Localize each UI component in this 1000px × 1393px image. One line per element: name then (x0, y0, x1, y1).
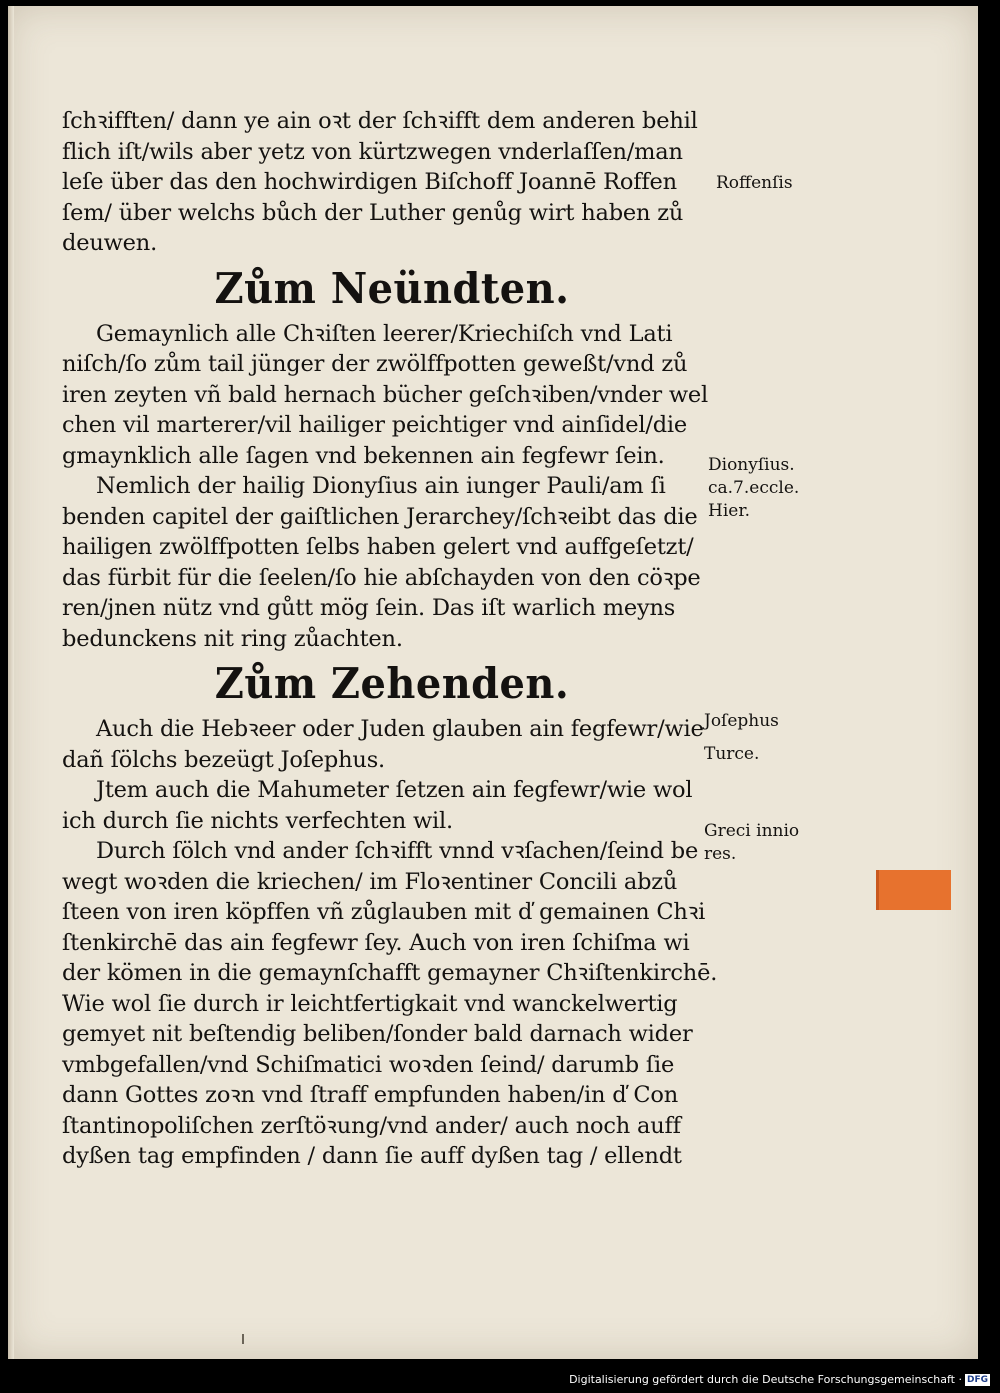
body-line: leſe über das den hochwirdigen Biſchoff Joannē Roffen (62, 169, 677, 195)
body-line: gemyet nit beſtendig beliben/ſonder bald darnach wider (62, 1021, 693, 1047)
body-line: vmbgefallen/vnd Schiſmatici woꝛden ſeind/ darumb ſie (62, 1051, 675, 1078)
body-line: chen vil marterer/vil hailiger peichtiger vnd ainſidel/die (62, 412, 688, 438)
margin-note-josephus: Joſephus (704, 711, 779, 731)
body-line: flich iſt/wils aber yetz von kürtzwegen vnderlaſſen/man (62, 138, 683, 165)
body-line: gmaynklich alle ſagen vnd bekennen ain fegfewr ſein. (62, 442, 665, 469)
section-heading-ninth: Zům Neündten. (214, 263, 570, 313)
body-line: deuwen. (62, 230, 158, 256)
body-line: Wie wol ſie durch ir leichtfertigkait vnd wanckelwertig (62, 990, 678, 1017)
body-line: ſteen von iren köpffen vñ zůglauben mit ď gemainen Chꝛi (62, 899, 706, 925)
body-line: hailigen zwölffpotten ſelbs haben gelert vnd auffgeſetzt/ (62, 534, 694, 560)
body-line: Nemlich der hailig Dionyſius ain iunger Pauli/am ſi (96, 473, 666, 499)
body-line: ren/jnen nütz vnd gůtt mög ſein. Das iſt warlich meyns (62, 595, 676, 621)
body-line: der kömen in die gemaynſchafft gemayner Chꝛiſtenkirchē. (62, 960, 718, 986)
body-line: dyßen tag empfinden / dann ſie auff dyßen tag / ellendt (62, 1143, 682, 1169)
main-text (62, 106, 722, 1172)
body-line: ich durch ſie nichts verfechten wil. (62, 807, 453, 834)
bookmark-tab (876, 870, 951, 910)
body-line: niſch/ſo zům tail jünger der zwölffpotten geweßt/vnd zů (62, 351, 688, 377)
body-line: dann Gottes zoꝛn vnd ſtraff empfunden haben/in ď Con (62, 1082, 679, 1108)
margin-note-greci: Greci innio (704, 821, 800, 841)
body-line: ſem/ über welchs bůch der Luther genůg wirt haben zů (62, 199, 684, 226)
body-line: ſtenkirchē das ain fegfewr ſey. Auch von iren ſchiſma wi (62, 929, 690, 956)
margin-note-dionysius: Dionyſius. (708, 455, 795, 475)
body-line: bedunckens nit ring zůachten. (62, 625, 403, 652)
body-line: Durch ſölch vnd ander ſchꝛifft vnnd vꝛſachen/ſeind be (96, 838, 699, 864)
body-line: das fürbit für die ſeelen/ſo hie abſchayden von den cöꝛpe (62, 564, 701, 591)
body-line: benden capitel der gaiſtlichen Jerarchey/ſchꝛeibt das die (62, 503, 698, 530)
margin-note-dionysius-ref: ca.7.eccle. (708, 478, 800, 498)
dfg-logo: DFG (966, 1375, 988, 1385)
margin-note-hier: Hier. (708, 501, 750, 521)
section-heading-tenth: Zům Zehenden. (214, 659, 570, 708)
page-edge (8, 6, 14, 1359)
margin-note-turce: Turce. (704, 744, 760, 764)
margin-note-roffensis: Roffenſis (716, 173, 793, 193)
body-line: ſtantinopoliſchen zerſtöꝛung/vnd ander/ auch noch auff (62, 1112, 681, 1139)
body-line: ſchꝛifften/ dann ye ain oꝛt der ſchꝛifft dem anderen behil (62, 108, 698, 134)
document-page (8, 6, 978, 1359)
body-line: Jtem auch die Mahumeter ſetzen ain fegfewr/wie wol (96, 777, 693, 803)
body-line: Auch die Hebꝛeer oder Juden glauben ain fegfewr/wie (96, 716, 704, 742)
body-line: wegt woꝛden die kriechen/ im Floꝛentiner Concili abzů (62, 868, 678, 895)
body-line: Gemaynlich alle Chꝛiſten leerer/Kriechiſch vnd Lati (96, 320, 673, 347)
footer-text: Digitalisierung gefördert durch die Deutsche Forschungsgemeinschaft · (569, 1373, 962, 1386)
page-mark (242, 1334, 244, 1344)
body-line: iren zeyten vñ bald hernach bücher geſchꝛiben/vnder wel (62, 381, 709, 408)
footer-credit (569, 1373, 990, 1387)
body-line: dañ ſölchs bezeügt Joſephus. (62, 746, 385, 773)
margin-note-greci-cont: res. (704, 844, 737, 864)
